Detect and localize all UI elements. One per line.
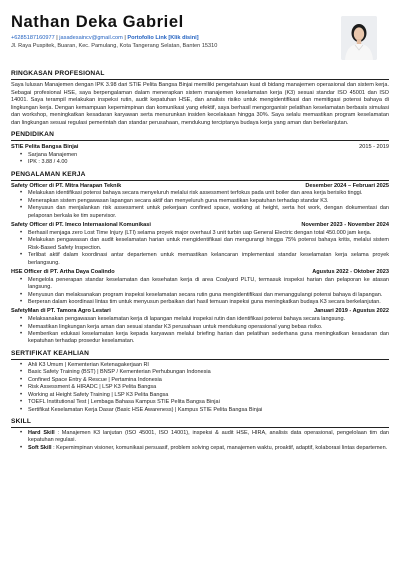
profile-photo-image — [341, 16, 377, 60]
job-bullet: • Menerapkan sistem pengawasan lapangan secara aktif dan menyeluruh guna memastikan kepatuhan terhadap standar K3. — [11, 198, 389, 205]
hard-skill-label: Hard Skill — [28, 430, 55, 437]
home-address: Jl. Raya Puspitek, Buaran, Kec. Pamulang, Kota Tangerang Selatan, Banten 15310 — [11, 43, 218, 49]
cv-header — [11, 12, 389, 66]
certification-item: • TOEFL Institutional Test | Lembaga Bahasa Kampus STIE Pelita Bangsa Binjai — [11, 399, 389, 406]
job-role: Safety Officer di PT. Mitra Harapan Teknik — [11, 182, 122, 189]
portfolio-link[interactable]: Portofolio Link [Klik disini] — [127, 35, 199, 41]
job-period: Januari 2019 - Agustus 2022 — [313, 308, 389, 315]
job-bullet: • Melaksanakan pengawasan keselamatan kerja di lapangan melalui inspeksi rutin dan identifikasi potensi bahaya secara langsung. — [11, 316, 389, 323]
certification-item: • Risk Assessment & HIRADC | LSP K3 Pelita Bangsa — [11, 384, 389, 391]
certification-item: • Basic Safety Training (BST) | BNSP / Kementerian Perhubungan Indonesia — [11, 369, 389, 376]
job-bullet: • Menyusun dan melaksanakan program inspeksi keselamatan secara rutin guna mengidentifikasi dan menanggulangi potensi bahaya di lapangan. — [11, 292, 389, 299]
certification-item: • Confined Space Entry & Rescue | Pertamina Indonesia — [11, 377, 389, 384]
section-title-skills: SKILL — [11, 417, 389, 428]
profile-photo — [341, 16, 377, 60]
job-entry — [11, 222, 389, 267]
job-entry — [11, 308, 389, 345]
job-bullet: • Mengelola penerapan standar keselamatan dan kesehatan kerja di area Coalyard PLTU, termasuk inspeksi harian dan pelaporan ke atasan langsung. — [11, 277, 389, 292]
candidate-name: Nathan Deka Gabriel — [11, 13, 184, 31]
section-title-experience: PENGALAMAN KERJA — [11, 170, 389, 181]
phone-number[interactable]: +6285187160977 — [11, 35, 55, 41]
section-title-certifications: SERTIFIKAT KEAHLIAN — [11, 349, 389, 360]
education-period: 2015 - 2019 — [359, 144, 389, 151]
education-degree: • Sarjana Manajemen — [11, 152, 389, 159]
job-period: Agustus 2022 - Oktober 2023 — [312, 269, 389, 276]
job-period: November 2023 - November 2024 — [301, 222, 389, 229]
job-role: Safety Officer di PT. Imeco Internasional Komunikasi — [11, 222, 151, 229]
job-bullet: • Melakukan pengawasan dan audit keselamatan harian untuk mengidentifikasi dan mengurangi hingga 75% potensi bahaya kritis, melalui sistem Risk-Based Safety Inspection. — [11, 237, 389, 252]
certification-item: • Ahli K3 Umum | Kementerian Ketenagakerjaan RI — [11, 362, 389, 369]
certification-list — [11, 362, 389, 414]
job-role: SafetyMan di PT. Tamora Agro Lestari — [11, 308, 111, 315]
job-bullet: • Melakukan identifikasi potensi bahaya secara menyeluruh melalui risk assessment terfokus pada unit boiler dan area kerja berisiko tinggi. — [11, 190, 389, 197]
certification-item: • Sertifikat Keselamatan Kerja Dasar (Basic HSE Awareness) | Kampus STIE Pelita Bangsa Binjai — [11, 407, 389, 414]
certification-item: • Working at Height Safety Training | LSP K3 Pelita Bangsa — [11, 392, 389, 399]
soft-skill-label: Soft Skill — [28, 444, 52, 451]
school-name: STIE Pelita Bangsa Binjai — [11, 144, 79, 151]
contact-separator: | — [124, 35, 126, 41]
hard-skill-item — [11, 430, 389, 445]
soft-skill-item — [11, 445, 389, 452]
job-entry — [11, 269, 389, 306]
job-bullet: • Berperan dalam koordinasi lintas tim untuk menyusun perbaikan dari hasil temuan inspeksi guna meningkatkan budaya K3 secara berkelanjutan. — [11, 299, 389, 306]
section-title-profile: RINGKASAN PROFESIONAL — [11, 69, 389, 80]
email-link[interactable]: jasadesaincv@gmail.com — [59, 35, 123, 41]
job-bullet: • Berhasil menjaga zero Lost Time Injury (LTI) selama proyek major overhaul 3 unit turbin uap General Electric dengan total 450.000 jam kerja. — [11, 230, 389, 237]
profile-summary: Saya lulusan Manajemen dengan IPK 3.98 dari STIE Pelita Bangsa Binjai memiliki pengetahuan kuat di bidang manajemen operasional dan sistem kerja. Sebagai profesional HSE, saya berpengalaman dalam menerapkan sistem manajemen keselamatan kerja (K3) sesuai standar ISO 45001 dan ISO 14001. Saya terampil melakukan inspeksi rutin, audit kepatuhan HSE, dan analisis risiko untuk mengidentifikasi dan memitigasi potensi bahaya di lingkungan kerja. Dengan kemampuan kepemimpinan dan komunikasi yang efektif, saya berhasil mengorganisir pelatihan keselamatan berbasis simulasi dan workshop, meningkatkan kesadaran karyawan serta menurunkan insiden kecelakaan hingga 30%. Saya selalu memastikan program keselamatan dan lingkungan sesuai regulasi pemerintah dan standar perusahaan, mendukung terciptanya budaya kerja yang aman dan berkelanjutan. — [11, 82, 389, 126]
job-role: HSE Officer di PT. Artha Daya Coalindo — [11, 269, 115, 276]
education-entry — [11, 144, 389, 167]
contact-line — [11, 34, 389, 42]
skill-list — [11, 430, 389, 452]
job-period: Desember 2024 – Februari 2025 — [305, 182, 389, 189]
education-gpa: • IPK : 3.88 / 4.00 — [11, 159, 389, 166]
job-bullet: • Terlibat aktif dalam koordinasi antar departemen untuk memastikan kelancaran implementasi standar keselamatan kerja selama proyek berlangsung. — [11, 252, 389, 267]
job-bullet: • Menyusun dan menjalankan risk assessment untuk pekerjaan confined space, working at height, serta hot work, dengan dokumentasi dan pelaporan berkala ke tim supervisor. — [11, 205, 389, 220]
job-bullet: • Memastikan lingkungan kerja aman dan sesuai standar K3 perusahaan untuk mendukung operasional yang bebas risiko. — [11, 324, 389, 331]
hard-skill-text: : Manajemen K3 lanjutan (ISO 45001, ISO 14001), inspeksi & audit HSE, HIRA, analisis data operasional, pengelolaan tim dan kepatuhan regulasi. — [28, 430, 389, 444]
job-entry — [11, 183, 389, 220]
soft-skill-text: : Kepemimpinan visioner, komunikasi persuasif, problem solving cepat, manajemen waktu, proaktif, adaptif, kolaborasi lintas departemen. — [53, 444, 388, 451]
job-bullet: • Memberikan edukasi keselamatan kerja kepada karyawan melalui briefing harian dan pelatihan sederhana guna meningkatkan kesadaran dan kepatuhan terhadap prosedur keselamatan. — [11, 331, 389, 346]
section-title-education: PENDIDIKAN — [11, 130, 389, 141]
contact-separator: | — [56, 35, 58, 41]
